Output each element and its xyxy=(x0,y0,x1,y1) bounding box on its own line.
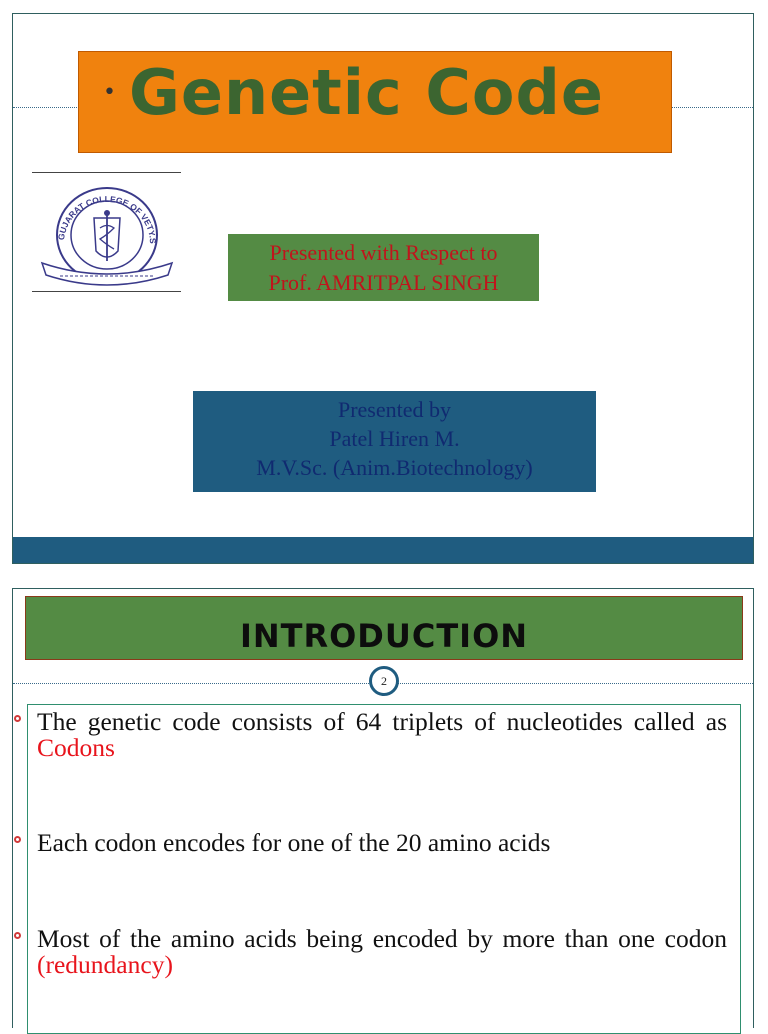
dedication-line-1: Presented with Respect to xyxy=(269,240,498,265)
slide-heading: INTRODUCTION xyxy=(239,617,529,655)
bullet-text: Each codon encodes for one of the 20 amino acids xyxy=(37,828,551,857)
presenter-degree: M.V.Sc. (Anim.Biotechnology) xyxy=(256,455,533,480)
bullet-text: The genetic code consists of 64 triplets of nucleotides called as Codons xyxy=(37,707,727,762)
introduction-slide xyxy=(12,588,754,1028)
bullet-icon xyxy=(14,932,21,939)
presenter-line-1: Presented by xyxy=(337,397,452,422)
highlight-text: Codons xyxy=(37,733,115,762)
bullet-icon xyxy=(14,715,21,722)
college-logo xyxy=(32,172,181,292)
logo-ring-text: GUJARAT COLLEGE OF VETY.S xyxy=(56,193,159,244)
dedication-box xyxy=(228,234,539,301)
dedication-line-2: Prof. AMRITPAL SINGH xyxy=(268,270,499,295)
title-banner xyxy=(78,51,672,153)
bullet-icon xyxy=(14,836,21,843)
heading-banner xyxy=(25,596,743,660)
title-slide xyxy=(12,13,754,564)
presenter-box xyxy=(193,391,596,492)
page-number-badge: 2 xyxy=(369,666,399,696)
title-bullet: • xyxy=(103,80,116,105)
highlight-text: (redundancy) xyxy=(37,950,173,979)
presenter-name: Patel Hiren M. xyxy=(329,426,460,451)
slide-title: Genetic Code xyxy=(129,56,604,129)
college-seal-logo-icon xyxy=(32,173,181,291)
bullet-text: Most of the amino acids being encoded by more than one codon (redundancy) xyxy=(37,924,727,979)
slide-footer-bar xyxy=(13,537,753,563)
